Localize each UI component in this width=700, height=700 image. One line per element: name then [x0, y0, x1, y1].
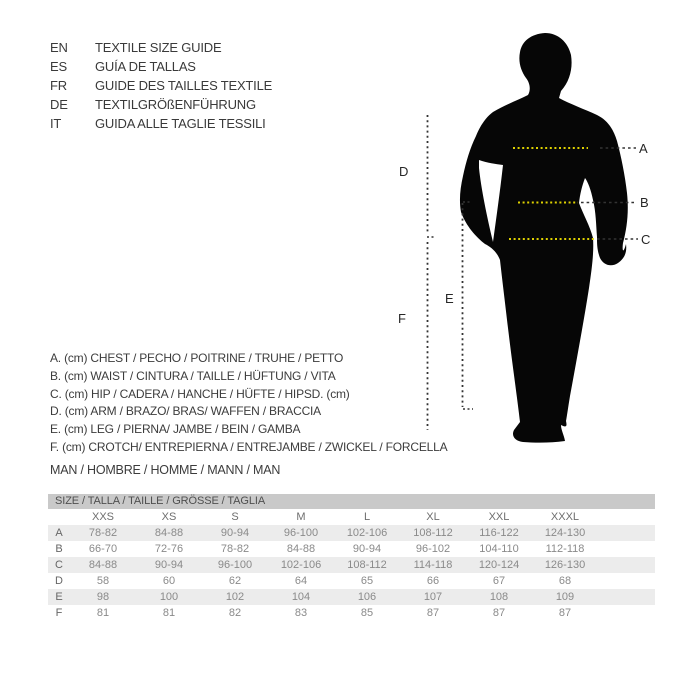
cell: 96-100 — [217, 559, 253, 571]
cell: 102 — [225, 591, 245, 603]
cell: 66-70 — [88, 543, 118, 555]
cell: 81 — [162, 607, 176, 619]
legend-arm: D. (cm) ARM / BRAZO/ BRAS/ WAFFEN / BRACCIA — [50, 404, 321, 419]
cell: 82 — [228, 607, 242, 619]
table-row-a — [48, 525, 655, 541]
cell: 90-94 — [154, 559, 184, 571]
label-hip-c: C — [641, 232, 651, 247]
lang-title: GUIDA ALLE TAGLIE TESSILI — [95, 116, 266, 131]
table-row-b — [48, 541, 655, 557]
cell: 84-88 — [286, 543, 316, 555]
cell: 81 — [96, 607, 110, 619]
cell: 85 — [360, 607, 374, 619]
gender-line: MAN / HOMBRE / HOMME / MANN / MAN — [50, 463, 281, 477]
cell: 104 — [291, 591, 311, 603]
size-col-xl: XL — [426, 511, 440, 523]
lang-title: TEXTILE SIZE GUIDE — [95, 40, 222, 55]
legend-crotch: F. (cm) CROTCH/ ENTREPIERNA / ENTREJAMBE / ZWICKEL / FORCELLA — [50, 439, 448, 454]
spacer-cell — [598, 509, 655, 525]
cell: 120-124 — [478, 559, 520, 571]
lang-code: IT — [50, 116, 62, 131]
cell: 108-112 — [413, 527, 453, 539]
cell: 98 — [96, 591, 110, 603]
lang-title: GUÍA DE TALLAS — [95, 59, 196, 74]
cell: 107 — [423, 591, 443, 603]
legend-hip: C. (cm) HIP / CADERA / HANCHE / HÜFTE / HIPSD. (cm) — [50, 386, 350, 401]
cell: 67 — [492, 575, 506, 587]
label-arm-d: D — [399, 164, 409, 179]
cell: 126-130 — [544, 559, 586, 571]
legend-waist: B. (cm) WAIST / CINTURA / TAILLE / HÜFTUNG / VITA — [50, 368, 336, 383]
cell: 83 — [294, 607, 308, 619]
cell: 68 — [558, 575, 572, 587]
size-table — [48, 494, 655, 621]
cell: 65 — [360, 575, 374, 587]
lang-title: TEXTILGRÖßENFÜHRUNG — [95, 97, 256, 112]
row-label: B — [55, 543, 63, 555]
lang-code: FR — [50, 78, 67, 93]
size-col-l: L — [363, 511, 371, 523]
cell: 96-100 — [283, 527, 319, 539]
spacer-cell — [598, 557, 655, 573]
size-col-xxxl: XXXL — [550, 511, 580, 523]
row-label: F — [55, 607, 63, 619]
table-row-f — [48, 605, 655, 621]
spacer-cell — [598, 525, 655, 541]
cell: 84-88 — [154, 527, 184, 539]
table-row-d — [48, 573, 655, 589]
size-header-row — [48, 509, 655, 525]
cell: 64 — [294, 575, 308, 587]
cell: 84-88 — [88, 559, 118, 571]
cell: 124-130 — [544, 527, 586, 539]
label-leg-e: E — [445, 291, 454, 306]
spacer-cell — [598, 541, 655, 557]
lang-code: DE — [50, 97, 68, 112]
cell: 58 — [96, 575, 110, 587]
label-crotch-f: F — [398, 311, 406, 326]
cell: 90-94 — [352, 543, 382, 555]
legend-leg: E. (cm) LEG / PIERNA/ JAMBE / BEIN / GAMBA — [50, 422, 301, 437]
lang-title: GUIDE DES TAILLES TEXTILE — [95, 78, 273, 93]
cell: 102-106 — [280, 559, 322, 571]
label-chest-a: A — [639, 141, 648, 156]
size-col-xxl: XXL — [488, 511, 510, 523]
table-row-e — [48, 589, 655, 605]
cell: 106 — [357, 591, 377, 603]
cell: 100 — [159, 591, 179, 603]
cell: 108 — [489, 591, 509, 603]
cell: 96-102 — [415, 543, 451, 555]
size-col-m: M — [296, 511, 306, 523]
corner-cell — [48, 509, 70, 525]
size-col-s: S — [231, 511, 239, 523]
table-row-c — [48, 557, 655, 573]
man-silhouette — [460, 33, 628, 443]
lang-code: ES — [50, 59, 67, 74]
spacer-cell — [598, 573, 655, 589]
cell: 62 — [228, 575, 242, 587]
row-label: E — [55, 591, 63, 603]
cell: 102-106 — [346, 527, 388, 539]
lang-code: EN — [50, 40, 68, 55]
cell: 116-122 — [479, 527, 519, 539]
legend-chest: A. (cm) CHEST / PECHO / POITRINE / TRUHE / PETTO — [50, 351, 344, 365]
cell: 87 — [492, 607, 506, 619]
cell: 109 — [555, 591, 575, 603]
label-waist-b: B — [640, 195, 649, 210]
row-label: C — [55, 559, 63, 571]
row-label: A — [55, 527, 63, 539]
cell: 72-76 — [154, 543, 184, 555]
cell: 60 — [162, 575, 176, 587]
spacer-cell — [598, 605, 655, 621]
cell: 112-118 — [545, 543, 585, 555]
cell: 90-94 — [220, 527, 250, 539]
cell: 108-112 — [347, 559, 387, 571]
size-col-xxs: XXS — [91, 511, 114, 523]
cell: 78-82 — [220, 543, 250, 555]
cell: 66 — [426, 575, 440, 587]
row-label: D — [55, 575, 63, 587]
cell: 87 — [426, 607, 440, 619]
cell: 114-118 — [413, 559, 453, 571]
size-table-header: SIZE / TALLA / TAILLE / GRÖSSE / TAGLIA — [48, 494, 655, 509]
size-col-xs: XS — [161, 511, 177, 523]
cell: 87 — [558, 607, 572, 619]
cell: 78-82 — [88, 527, 118, 539]
spacer-cell — [598, 589, 655, 605]
cell: 104-110 — [479, 543, 519, 555]
